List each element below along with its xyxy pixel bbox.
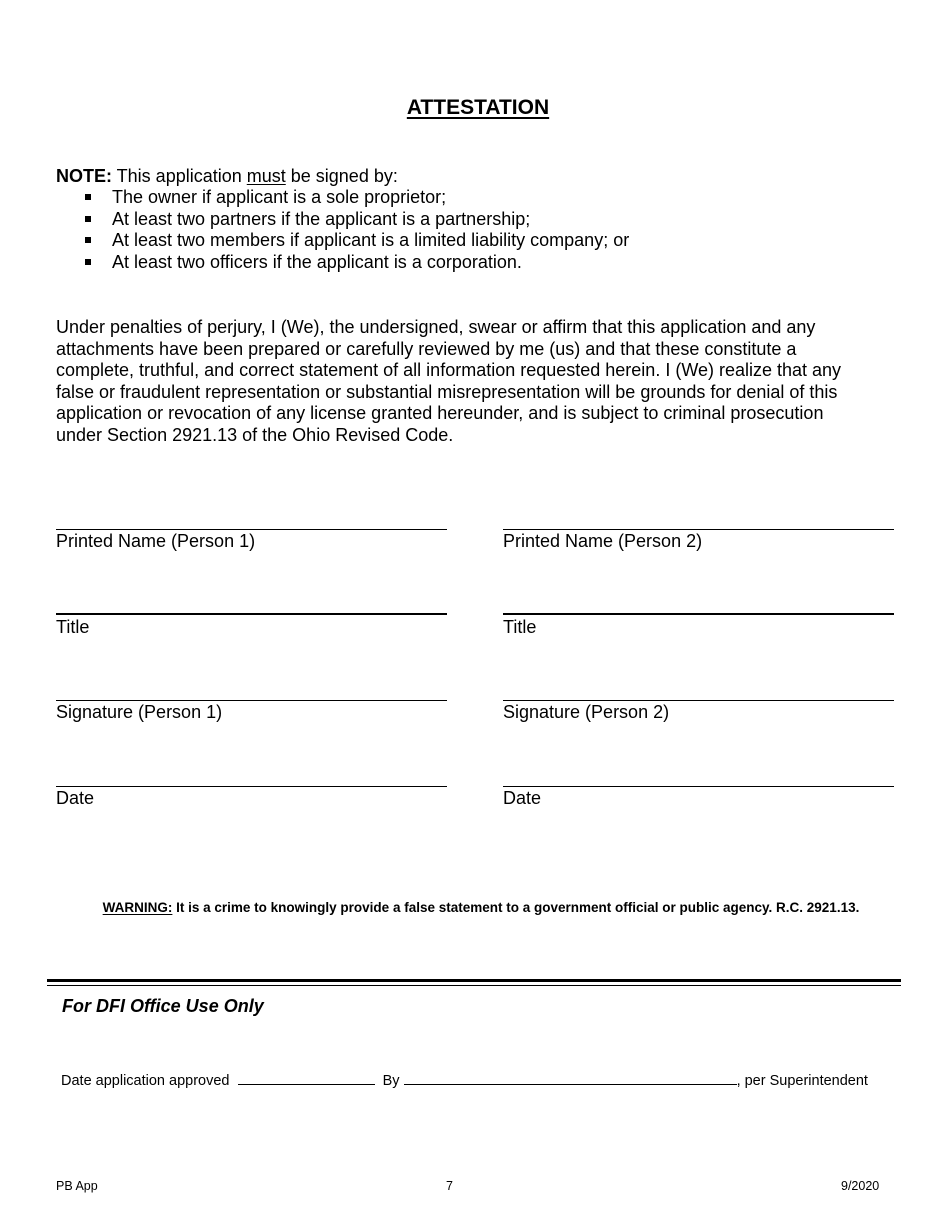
list-item xyxy=(84,230,629,252)
list-item xyxy=(84,187,629,209)
date-person1-line[interactable] xyxy=(56,786,447,787)
list-item xyxy=(84,209,629,231)
signature-person1-line[interactable] xyxy=(56,700,447,701)
warning-label: WARNING: xyxy=(102,900,173,915)
approver-blank[interactable] xyxy=(404,1072,737,1085)
date-approved-label: Date application approved xyxy=(61,1073,230,1089)
date-person1-label: Date xyxy=(56,788,95,808)
statement-line: complete, truthful, and correct statement of all information requested herein. I (We) realize that any xyxy=(56,360,842,380)
title-person2-line[interactable] xyxy=(503,613,894,615)
printed-name-person2-label: Printed Name (Person 2) xyxy=(503,531,703,551)
page-title: ATTESTATION xyxy=(406,96,550,119)
list-item xyxy=(84,252,629,274)
statement-line: attachments have been prepared or carefully reviewed by me (us) and that these constitute a xyxy=(56,338,797,359)
signature-person2-label: Signature (Person 2) xyxy=(503,702,670,722)
square-bullet-icon xyxy=(85,259,91,265)
section-divider-thick xyxy=(47,979,901,982)
statement-line: under Section 2921.13 of the Ohio Revised Code. xyxy=(56,424,454,445)
section-divider-thin xyxy=(47,985,901,986)
page-number: 7 xyxy=(446,1179,453,1193)
statement-line: application or revocation of any license granted hereunder, and is subject to criminal prosecution xyxy=(56,403,824,423)
square-bullet-icon xyxy=(85,194,91,200)
printed-name-person1-label: Printed Name (Person 1) xyxy=(56,531,256,551)
list-item-text: The owner if applicant is a sole proprietor; xyxy=(112,187,447,207)
signature-person2-line[interactable] xyxy=(503,700,894,701)
signer-requirements-list xyxy=(84,187,629,273)
printed-name-person1-line[interactable] xyxy=(56,529,447,530)
date-person2-label: Date xyxy=(503,788,542,808)
list-item-text: At least two members if applicant is a limited liability company; or xyxy=(112,230,630,250)
square-bullet-icon xyxy=(85,237,91,243)
note-line xyxy=(56,166,398,188)
date-approved-blank[interactable] xyxy=(238,1072,375,1085)
warning-text: It is a crime to knowingly provide a false statement to a government official or public agency. R.C. 2921.13. xyxy=(172,900,860,915)
printed-name-person2-line[interactable] xyxy=(503,529,894,530)
statement-line: Under penalties of perjury, I (We), the undersigned, swear or affirm that this application and any xyxy=(56,317,816,337)
office-use-heading: For DFI Office Use Only xyxy=(62,996,264,1016)
warning-notice xyxy=(0,900,950,915)
footer-right: 9/2020 xyxy=(841,1179,880,1193)
statement-line: false or fraudulent representation or substantial misrepresentation will be grounds for denial of this xyxy=(56,381,838,402)
list-item-text: At least two partners if the applicant is a partnership; xyxy=(112,208,531,229)
list-item-text: At least two officers if the applicant is a corporation. xyxy=(112,251,522,272)
square-bullet-icon xyxy=(85,216,91,222)
title-person2-label: Title xyxy=(503,617,537,637)
title-person1-line[interactable] xyxy=(56,613,447,615)
note-text-before: This application xyxy=(112,166,247,186)
perjury-statement xyxy=(56,317,896,446)
approval-line xyxy=(61,1072,868,1089)
by-label: By xyxy=(382,1073,400,1089)
date-person2-line[interactable] xyxy=(503,786,894,787)
note-text-after: be signed by: xyxy=(285,166,398,186)
note-label: NOTE: xyxy=(56,166,112,186)
footer-left: PB App xyxy=(56,1179,98,1193)
title-person1-label: Title xyxy=(56,617,90,637)
signature-person1-label: Signature (Person 1) xyxy=(56,702,223,722)
superintendent-suffix: , per Superintendent xyxy=(736,1073,868,1089)
note-emphasis: must xyxy=(246,166,286,186)
